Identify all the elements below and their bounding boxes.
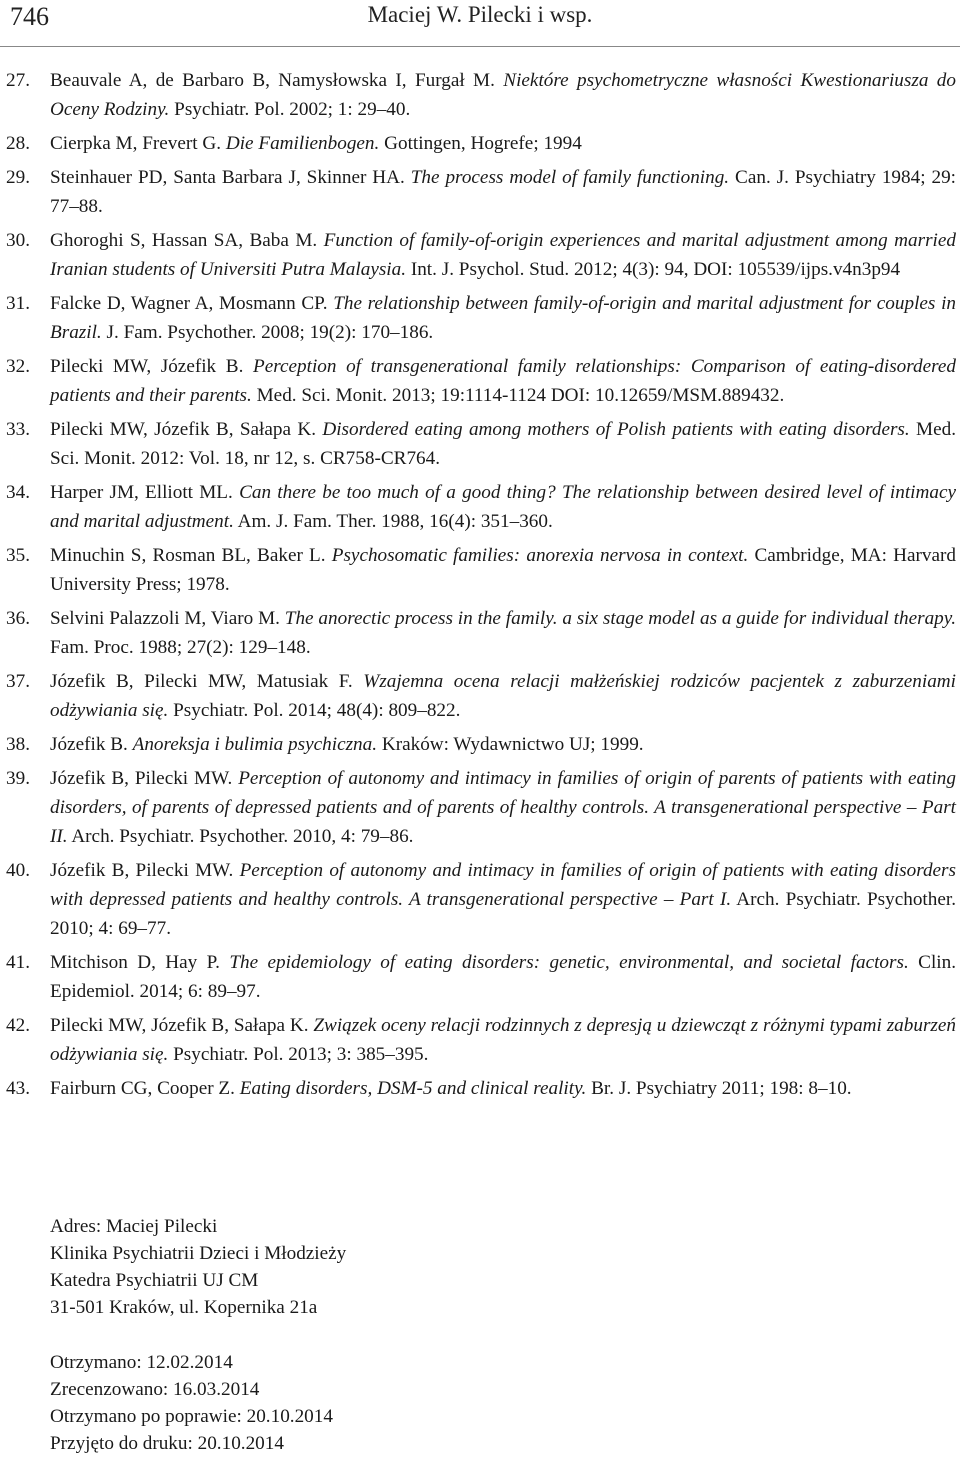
reference-item bbox=[6, 66, 956, 124]
reference-title: Eating disorders, DSM-5 and clinical reality. bbox=[239, 1078, 587, 1099]
reference-number: 41. bbox=[6, 952, 30, 973]
reference-text bbox=[50, 856, 956, 943]
reference-authors: Minuchin S, Rosman BL, Baker L. bbox=[50, 545, 332, 566]
reference-title: Perception of autonomy and intimacy in families of origin of parents of patients with eating disorders, of parents of depressed patients and of parents of healthy controls. A transgenerational perspective – Part II. bbox=[50, 768, 956, 847]
reference-source: Arch. Psychiatr. Psychother. 2010; 4: 69–77. bbox=[50, 889, 957, 939]
reference-item bbox=[6, 352, 956, 410]
reference-list bbox=[6, 66, 956, 1108]
reference-title: Wzajemna ocena relacji małżeńskiej rodziców pacjentek z zaburzeniami odżywiania się. bbox=[50, 671, 956, 721]
reference-number: 32. bbox=[6, 356, 30, 377]
reference-source: Kraków: Wydawnictwo UJ; 1999. bbox=[377, 734, 644, 755]
reference-title: Związek oceny relacji rodzinnych z depresją u dziewcząt z różnymi typami zaburzeń odżywiania się. bbox=[50, 1015, 956, 1065]
manuscript-dates bbox=[50, 1349, 333, 1457]
address-line: Katedra Psychiatrii UJ CM bbox=[50, 1270, 259, 1291]
reference-item bbox=[6, 226, 956, 284]
reference-number: 31. bbox=[6, 293, 30, 314]
reference-item bbox=[6, 667, 956, 725]
reference-authors: Harper JM, Elliott ML. bbox=[50, 482, 240, 503]
reference-authors: Cierpka M, Frevert G. bbox=[50, 133, 226, 154]
reference-text bbox=[50, 667, 956, 725]
reference-authors: Pilecki MW, Józefik B, Sałapa K. bbox=[50, 419, 323, 440]
reference-text bbox=[50, 1074, 956, 1103]
correspondence-address bbox=[50, 1213, 346, 1321]
reference-number: 43. bbox=[6, 1078, 30, 1099]
reference-number: 42. bbox=[6, 1015, 30, 1036]
reference-title: The anorectic process in the family. a six stage model as a guide for individual therapy. bbox=[284, 608, 957, 629]
reference-title: The relationship between family-of-origin and marital adjustment for couples in Brazil. bbox=[50, 293, 956, 343]
page-header bbox=[0, 0, 960, 47]
reference-authors: Pilecki MW, Józefik B, Sałapa K. bbox=[50, 1015, 314, 1036]
reference-text bbox=[50, 764, 956, 851]
reference-authors: Mitchison D, Hay P. bbox=[50, 952, 230, 973]
reference-source: Psychiatr. Pol. 2013; 3: 385–395. bbox=[168, 1044, 429, 1065]
reference-authors: Beauvale A, de Barbaro B, Namysłowska I, Furgał M. bbox=[50, 70, 504, 91]
reference-number: 35. bbox=[6, 545, 30, 566]
reference-title: The epidemiology of eating disorders: genetic, environmental, and societal factors. bbox=[229, 952, 909, 973]
reference-text bbox=[50, 730, 956, 759]
reference-text bbox=[50, 541, 956, 599]
reference-item bbox=[6, 415, 956, 473]
reference-title: Can there be too much of a good thing? The relationship between desired level of intimacy and marital adjustment. bbox=[50, 482, 956, 532]
reference-source: Med. Sci. Monit. 2012: Vol. 18, nr 12, s. CR758-CR764. bbox=[50, 419, 957, 469]
address-line: Adres: Maciej Pilecki bbox=[50, 1216, 218, 1237]
reference-text bbox=[50, 948, 956, 1006]
reference-item bbox=[6, 764, 956, 851]
reference-number: 27. bbox=[6, 70, 30, 91]
reference-item bbox=[6, 856, 956, 943]
reference-title: Niektóre psychometryczne własności Kwestionariusza do Oceny Rodziny. bbox=[50, 70, 956, 120]
reference-authors: Selvini Palazzoli M, Viaro M. bbox=[50, 608, 285, 629]
reference-text bbox=[50, 66, 956, 124]
date-line: Otrzymano po poprawie: 20.10.2014 bbox=[50, 1406, 333, 1427]
reference-text bbox=[50, 129, 956, 158]
reference-source: Arch. Psychiatr. Psychother. 2010, 4: 79–86. bbox=[67, 826, 414, 847]
reference-item bbox=[6, 1074, 956, 1103]
reference-item bbox=[6, 948, 956, 1006]
reference-title: Disordered eating among mothers of Polish patients with eating disorders. bbox=[322, 419, 910, 440]
reference-authors: Józefik B, Pilecki MW. bbox=[50, 768, 239, 789]
reference-source: Int. J. Psychol. Stud. 2012; 4(3): 94, DOI: 105539/ijps.v4n3p94 bbox=[406, 259, 901, 280]
reference-item bbox=[6, 1011, 956, 1069]
reference-number: 34. bbox=[6, 482, 30, 503]
reference-authors: Ghoroghi S, Hassan SA, Baba M. bbox=[50, 230, 324, 251]
reference-item bbox=[6, 541, 956, 599]
reference-authors: Józefik B, Pilecki MW. bbox=[50, 860, 240, 881]
date-line: Przyjęto do druku: 20.10.2014 bbox=[50, 1433, 284, 1454]
page-number: 746 bbox=[10, 2, 49, 31]
reference-text bbox=[50, 415, 956, 473]
reference-source: Psychiatr. Pol. 2002; 1: 29–40. bbox=[169, 99, 411, 120]
reference-number: 39. bbox=[6, 768, 30, 789]
date-line: Zrecenzowano: 16.03.2014 bbox=[50, 1379, 260, 1400]
reference-authors: Falcke D, Wagner A, Mosmann CP. bbox=[50, 293, 334, 314]
reference-source: Am. J. Fam. Ther. 1988, 16(4): 351–360. bbox=[233, 511, 553, 532]
reference-source: Psychiatr. Pol. 2014; 48(4): 809–822. bbox=[168, 700, 461, 721]
reference-source: Br. J. Psychiatry 2011; 198: 8–10. bbox=[586, 1078, 852, 1099]
reference-source: Cambridge, MA: Harvard University Press; 1978. bbox=[50, 545, 956, 595]
reference-number: 36. bbox=[6, 608, 30, 629]
reference-text bbox=[50, 226, 956, 284]
reference-text bbox=[50, 604, 956, 662]
reference-source: Clin. Epidemiol. 2014; 6: 89–97. bbox=[50, 952, 956, 1002]
reference-authors: Józefik B, Pilecki MW, Matusiak F. bbox=[50, 671, 364, 692]
reference-title: Psychosomatic families: anorexia nervosa in context. bbox=[331, 545, 749, 566]
reference-item bbox=[6, 163, 956, 221]
reference-item bbox=[6, 129, 956, 158]
date-line: Otrzymano: 12.02.2014 bbox=[50, 1352, 233, 1373]
reference-text bbox=[50, 163, 956, 221]
reference-title: Anoreksja i bulimia psychiczna. bbox=[132, 734, 378, 755]
reference-authors: Fairburn CG, Cooper Z. bbox=[50, 1078, 240, 1099]
reference-number: 30. bbox=[6, 230, 30, 251]
reference-item bbox=[6, 604, 956, 662]
reference-number: 37. bbox=[6, 671, 30, 692]
reference-source: Fam. Proc. 1988; 27(2): 129–148. bbox=[50, 637, 311, 658]
reference-text bbox=[50, 352, 956, 410]
running-head: Maciej W. Pilecki i wsp. bbox=[367, 2, 593, 27]
reference-source: J. Fam. Psychother. 2008; 19(2): 170–186. bbox=[101, 322, 434, 343]
reference-source: Can. J. Psychiatry 1984; 29: 77–88. bbox=[50, 167, 956, 217]
reference-number: 40. bbox=[6, 860, 30, 881]
reference-item bbox=[6, 730, 956, 759]
reference-text bbox=[50, 289, 956, 347]
reference-text bbox=[50, 478, 956, 536]
reference-title: Perception of transgenerational family relationships: Comparison of eating-disordered patients and their parents. bbox=[50, 356, 956, 406]
reference-number: 29. bbox=[6, 167, 30, 188]
reference-number: 28. bbox=[6, 133, 30, 154]
reference-source: Gottingen, Hogrefe; 1994 bbox=[379, 133, 582, 154]
reference-authors: Józefik B. bbox=[50, 734, 133, 755]
reference-title: Die Familienbogen. bbox=[225, 133, 380, 154]
address-line: Klinika Psychiatrii Dzieci i Młodzieży bbox=[50, 1243, 347, 1264]
reference-number: 38. bbox=[6, 734, 30, 755]
address-line: 31-501 Kraków, ul. Kopernika 21a bbox=[50, 1297, 318, 1318]
reference-title: Function of family-of-origin experiences and marital adjustment among married Iranian students of Universiti Putra Malaysia. bbox=[50, 230, 957, 280]
reference-title: The process model of family functioning. bbox=[410, 167, 730, 188]
reference-authors: Pilecki MW, Józefik B. bbox=[50, 356, 253, 377]
reference-item bbox=[6, 478, 956, 536]
reference-number: 33. bbox=[6, 419, 30, 440]
reference-authors: Steinhauer PD, Santa Barbara J, Skinner HA. bbox=[50, 167, 411, 188]
reference-source: Med. Sci. Monit. 2013; 19:1114-1124 DOI: 10.12659/MSM.889432. bbox=[251, 385, 785, 406]
reference-item bbox=[6, 289, 956, 347]
reference-title: Perception of autonomy and intimacy in families of origin of patients with eating disorders with depressed patients and healthy controls. A transgenerational perspective – Part I. bbox=[50, 860, 956, 910]
reference-text bbox=[50, 1011, 956, 1069]
